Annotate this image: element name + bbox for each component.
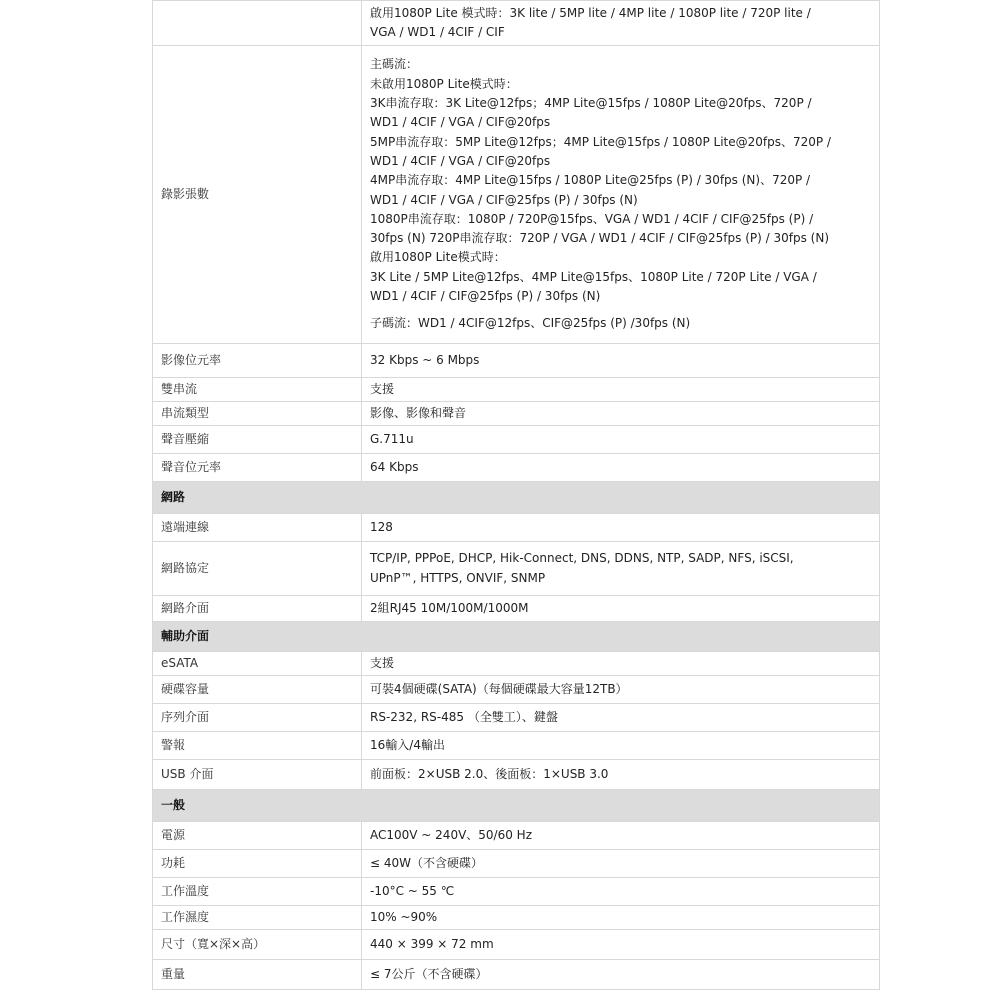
spec-value-line: WD1 / 4CIF / VGA / CIF@20fps xyxy=(370,115,551,130)
spec-row xyxy=(153,960,880,990)
spec-label: 影像位元率 xyxy=(153,344,362,378)
spec-value-line: 啟用1080P Lite 模式時：3K lite / 5MP lite / 4MP lite / 1080P lite / 720P lite / xyxy=(370,5,811,20)
spec-row xyxy=(153,454,880,482)
spec-value-line: 前面板：2×USB 2.0、後面板：1×USB 3.0 xyxy=(370,766,609,781)
spec-value-line: TCP/IP, PPPoE, DHCP, Hik-Connect, DNS, DDNS, NTP, SADP, NFS, iSCSI, xyxy=(370,551,794,566)
spec-value xyxy=(362,906,880,930)
spec-value-line: VGA / WD1 / 4CIF / CIF xyxy=(370,25,505,39)
spec-value xyxy=(362,822,880,850)
spec-row xyxy=(153,596,880,622)
spec-value-line: 影像、影像和聲音 xyxy=(370,405,467,420)
section-title: 輔助介面 xyxy=(153,622,880,652)
spec-row xyxy=(153,822,880,850)
spec-value xyxy=(362,402,880,426)
spec-value xyxy=(362,46,880,344)
spec-value-line: 5MP串流存取：5MP Lite@12fps；4MP Lite@15fps / 1080P Lite@20fps、720P / xyxy=(370,134,831,149)
spec-table-body xyxy=(153,1,880,990)
spec-table xyxy=(152,0,880,990)
spec-row xyxy=(153,426,880,454)
spec-label xyxy=(153,1,362,46)
section-header-row xyxy=(153,622,880,652)
spec-value xyxy=(362,1,880,46)
spec-row xyxy=(153,732,880,760)
spec-value xyxy=(362,652,880,676)
spec-row xyxy=(153,878,880,906)
spec-value xyxy=(362,378,880,402)
spec-value xyxy=(362,596,880,622)
spec-value-line: 440 × 399 × 72 mm xyxy=(370,936,494,951)
spec-value-line xyxy=(370,306,879,314)
spec-value-line: ≤ 40W（不含硬碟） xyxy=(370,855,484,870)
spec-row xyxy=(153,704,880,732)
spec-value xyxy=(362,514,880,542)
spec-value-line: 啟用1080P Lite模式時： xyxy=(370,250,506,265)
spec-label: 錄影張數 xyxy=(153,46,362,344)
spec-value-line: WD1 / 4CIF / VGA / CIF@20fps xyxy=(370,153,551,168)
spec-value-line: 支援 xyxy=(370,381,395,396)
spec-value-line: 4MP串流存取：4MP Lite@15fps / 1080P Lite@25fps (P) / 30fps (N)、720P / xyxy=(370,173,811,188)
spec-value-line: 3K串流存取：3K Lite@12fps；4MP Lite@15fps / 1080P Lite@20fps、720P / xyxy=(370,96,812,111)
spec-label: USB 介面 xyxy=(153,760,362,790)
spec-row xyxy=(153,760,880,790)
spec-value-line: 主碼流： xyxy=(370,57,419,72)
spec-row xyxy=(153,514,880,542)
section-header-row xyxy=(153,790,880,822)
spec-label: 工作濕度 xyxy=(153,906,362,930)
spec-value xyxy=(362,344,880,378)
spec-row xyxy=(153,906,880,930)
spec-value-line: AC100V ~ 240V、50/60 Hz xyxy=(370,827,533,842)
spec-value-line: RS-232, RS-485 （全雙工）、鍵盤 xyxy=(370,709,558,724)
spec-value-line: 未啟用1080P Lite模式時： xyxy=(370,76,518,91)
spec-row xyxy=(153,1,880,46)
spec-label: 序列介面 xyxy=(153,704,362,732)
spec-value-line: 支援 xyxy=(370,655,395,670)
spec-value-line: 16輸入/4輸出 xyxy=(370,737,445,752)
spec-label: 工作溫度 xyxy=(153,878,362,906)
spec-value-line: UPnP™, HTTPS, ONVIF, SNMP xyxy=(370,570,546,585)
spec-value-line: 64 Kbps xyxy=(370,459,419,474)
spec-value xyxy=(362,850,880,878)
spec-row xyxy=(153,542,880,596)
section-title: 一般 xyxy=(153,790,880,822)
spec-value xyxy=(362,704,880,732)
spec-label: 硬碟容量 xyxy=(153,676,362,704)
spec-value-line: 3K Lite / 5MP Lite@12fps、4MP Lite@15fps、1080P Lite / 720P Lite / VGA / xyxy=(370,269,817,284)
spec-value xyxy=(362,960,880,990)
spec-value-line: 10% ~90% xyxy=(370,909,438,924)
spec-row xyxy=(153,378,880,402)
spec-label: 遠端連線 xyxy=(153,514,362,542)
spec-row xyxy=(153,850,880,878)
spec-value-line: -10°C ~ 55 ℃ xyxy=(370,883,455,898)
spec-value xyxy=(362,732,880,760)
spec-row xyxy=(153,344,880,378)
spec-value xyxy=(362,454,880,482)
spec-label: 電源 xyxy=(153,822,362,850)
spec-value-line: 可裝4個硬碟(SATA)（每個硬碟最大容量12TB） xyxy=(370,681,628,696)
spec-value-line: 32 Kbps ~ 6 Mbps xyxy=(370,352,480,367)
spec-label: 警報 xyxy=(153,732,362,760)
spec-row xyxy=(153,652,880,676)
spec-value xyxy=(362,878,880,906)
spec-value-line: 128 xyxy=(370,519,393,534)
spec-value-line: G.711u xyxy=(370,431,414,446)
spec-value-line: 2組RJ45 10M/100M/1000M xyxy=(370,600,529,615)
spec-value xyxy=(362,542,880,596)
spec-row xyxy=(153,930,880,960)
spec-label: 重量 xyxy=(153,960,362,990)
spec-label: 網路協定 xyxy=(153,542,362,596)
spec-label: eSATA xyxy=(153,652,362,676)
section-header-row xyxy=(153,482,880,514)
spec-value-line: 子碼流：WD1 / 4CIF@12fps、CIF@25fps (P) /30fps (N) xyxy=(370,316,691,331)
spec-label: 雙串流 xyxy=(153,378,362,402)
spec-row xyxy=(153,402,880,426)
spec-value xyxy=(362,426,880,454)
section-title: 網路 xyxy=(153,482,880,514)
spec-value-line: ≤ 7公斤（不含硬碟） xyxy=(370,966,488,981)
spec-value-line: 1080P串流存取：1080P / 720P@15fps、VGA / WD1 / 4CIF / CIF@25fps (P) / xyxy=(370,211,814,226)
spec-value xyxy=(362,930,880,960)
spec-label: 聲音壓縮 xyxy=(153,426,362,454)
spec-value-line: WD1 / 4CIF / CIF@25fps (P) / 30fps (N) xyxy=(370,288,601,303)
spec-label: 串流類型 xyxy=(153,402,362,426)
spec-row xyxy=(153,676,880,704)
spec-value xyxy=(362,760,880,790)
spec-label: 聲音位元率 xyxy=(153,454,362,482)
spec-value xyxy=(362,676,880,704)
spec-value-line: WD1 / 4CIF / VGA / CIF@25fps (P) / 30fps (N) xyxy=(370,192,638,207)
spec-label: 功耗 xyxy=(153,850,362,878)
spec-label: 網路介面 xyxy=(153,596,362,622)
spec-label: 尺寸（寬×深×高） xyxy=(153,930,362,960)
spec-value-line: 30fps (N) 720P串流存取：720P / VGA / WD1 / 4CIF / CIF@25fps (P) / 30fps (N) xyxy=(370,231,830,246)
spec-row xyxy=(153,46,880,344)
